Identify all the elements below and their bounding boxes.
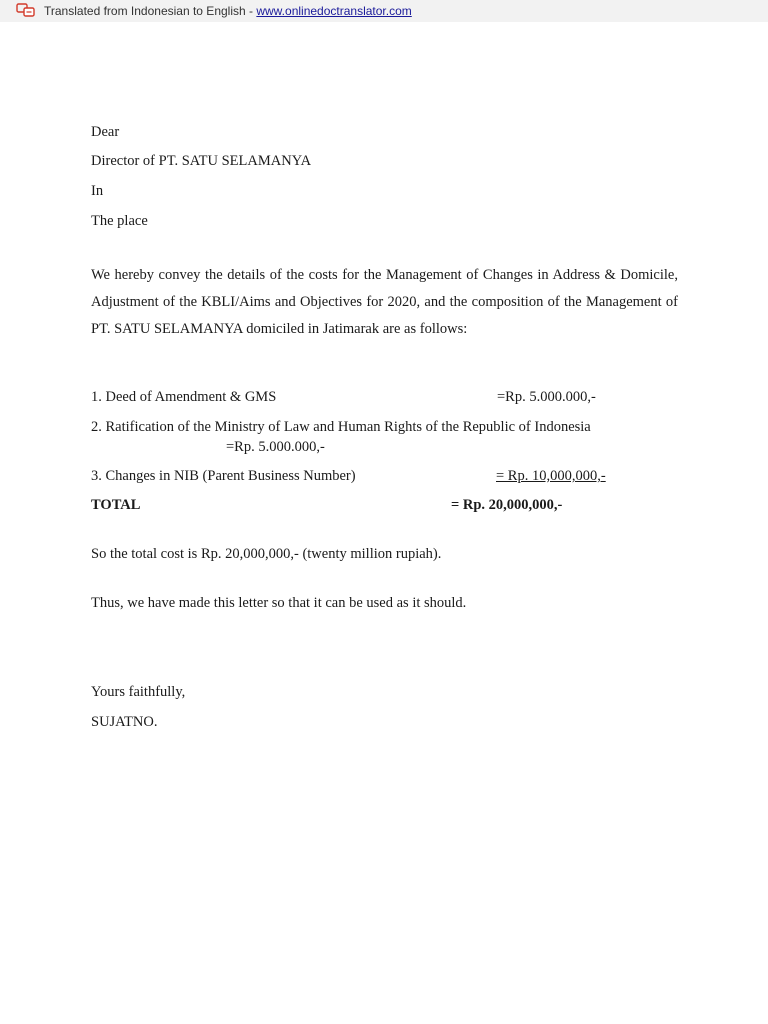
- recipient-place: The place: [91, 213, 148, 229]
- valediction: Yours faithfully,: [91, 684, 186, 700]
- total-label: TOTAL: [91, 497, 141, 513]
- banner-text: [44, 4, 412, 18]
- cost-item-1-amount: =Rp. 5.000.000,-: [497, 389, 596, 405]
- translation-banner: [0, 0, 768, 22]
- summary-sentence: So the total cost is Rp. 20,000,000,- (twenty million rupiah).: [91, 546, 442, 562]
- closing-statement: Thus, we have made this letter so that it can be used as it should.: [91, 595, 467, 611]
- total-amount: = Rp. 20,000,000,-: [451, 497, 563, 513]
- recipient-in: In: [91, 183, 104, 199]
- salutation: Dear: [91, 124, 120, 140]
- cost-item-1-label: 1. Deed of Amendment & GMS: [91, 389, 277, 405]
- cost-item-2-amount: =Rp. 5.000.000,-: [226, 439, 325, 455]
- cost-item-2-label: 2. Ratification of the Ministry of Law and Human Rights of the Republic of Indonesia: [91, 419, 591, 435]
- translate-icon: [16, 3, 36, 17]
- body-paragraph: We hereby convey the details of the costs for the Management of Changes in Address & Domicile, Adjustment of the KBLI/Aims and Objectives for 2020, and the composition of the Management of PT. SATU SELAMANYA domiciled in Jatimarak are as follows:: [91, 267, 678, 337]
- recipient: Director of PT. SATU SELAMANYA: [91, 153, 312, 169]
- translator-link[interactable]: www.onlinedoctranslator.com: [256, 4, 412, 18]
- signatory-name: SUJATNO.: [91, 714, 158, 730]
- cost-item-3-label: 3. Changes in NIB (Parent Business Number): [91, 468, 356, 484]
- cost-item-3-amount: = Rp. 10,000,000,-: [496, 468, 606, 484]
- banner-prefix: Translated from Indonesian to English -: [44, 4, 257, 18]
